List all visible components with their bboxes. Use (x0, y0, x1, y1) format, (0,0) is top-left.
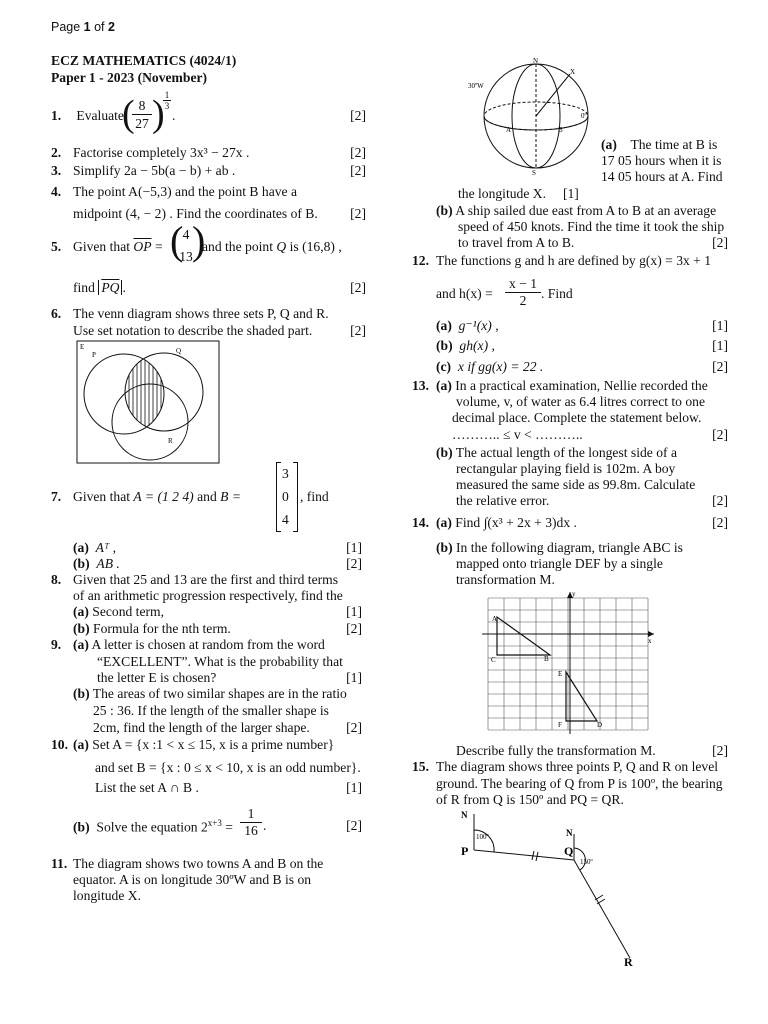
q9b-line2: 25 : 36. If the length of the smaller shape is (93, 703, 329, 718)
q12a-marks: [1] (712, 318, 728, 333)
q15-line3: of R from Q is 150º and PQ = QR. (436, 792, 624, 807)
q10b-marks: [2] (346, 818, 362, 833)
q9a-line2: “EXCELLENT”. What is the probability that (97, 654, 343, 669)
grid-label-x: x (648, 637, 652, 645)
q2-marks: [2] (350, 145, 366, 160)
q11-part-a: (a) The time at B is (601, 137, 718, 152)
paper-subtitle: Paper 1 - 2023 (November) (51, 70, 208, 85)
globe-diagram (466, 58, 602, 178)
question-7-find: , find (300, 489, 329, 504)
question-5: 5. Given that $\overline{OP}$ = (51, 239, 163, 254)
q13-part-b: (b) The actual length of the longest side of a (436, 445, 677, 460)
line-qr (574, 860, 630, 958)
q12b-marks: [1] (712, 338, 728, 353)
bearing-label-n-q: N (566, 828, 573, 838)
globe-label-n: N (533, 58, 539, 65)
grid-label-a: A (492, 615, 498, 623)
question-10: 10. (a) Set A = {x :1 < x ≤ 15, x is a prime number} (51, 737, 335, 752)
grid-label-d: D (597, 721, 603, 729)
question-4-line2: midpoint (4, − 2) . Find the coordinates of B. (73, 206, 318, 221)
bearing-label-n-p: N (461, 810, 468, 820)
q10a-line3: List the set A ∩ B . (95, 780, 199, 795)
triangle-abc (497, 617, 550, 655)
bearing-label-q: Q (564, 844, 574, 858)
question-4: 4. The point A(−5,3) and the point B have a (51, 184, 297, 199)
q10a-marks: [1] (346, 780, 362, 795)
grid-label-y: y (572, 590, 576, 598)
question-1: 1. Evaluate (51, 108, 124, 123)
q12-h-def: and h(x) = (436, 286, 493, 301)
paper-title: ECZ MATHEMATICS (4024/1) (51, 53, 237, 68)
q12-h-fraction: x − 1 2 (505, 276, 541, 310)
q1-expression: ( 8 27 ) 1 3 . (122, 90, 176, 135)
grid-label-b: B (544, 655, 549, 663)
q14b-marks: [2] (712, 743, 728, 758)
bearing-label-150: 150º (580, 858, 593, 866)
q9a-marks: [1] (346, 670, 362, 685)
question-8: 8. Given that 25 and 13 are the first and third terms (51, 572, 339, 587)
q5-marks: [2] (350, 280, 366, 295)
q11a-line2: 17 05 hours when it is (601, 153, 722, 168)
q11b-line2: speed of 450 knots. Find the time it took the ship (458, 219, 725, 234)
grid-label-f: F (558, 721, 562, 729)
transformation-grid (478, 588, 660, 736)
question-7: 7. Given that A = (1 2 4) and B = (51, 489, 242, 504)
q13a-line3: decimal place. Complete the statement below. (452, 410, 702, 425)
q13b-line3: measured the same side as 99.8m. Calculate (456, 477, 696, 492)
triangle-def (566, 672, 597, 721)
q12-find: . Find (541, 286, 573, 301)
q9a-line3: the letter E is chosen? (97, 670, 217, 685)
question-2: 2. Factorise completely 3x³ − 27x . (51, 145, 250, 160)
q8a-marks: [1] (346, 604, 362, 619)
q14b-describe: Describe fully the transformation M. (456, 743, 656, 758)
q10a-line2: and set B = {x : 0 ≤ x < 10, x is an odd number}. (95, 760, 361, 775)
op-vector: ( 4 13 ) (170, 218, 206, 264)
q15-line2: ground. The bearing of Q from P is 100º, the bearing (436, 776, 723, 791)
q3-marks: [2] (350, 163, 366, 178)
q13a-marks: [2] (712, 427, 728, 442)
q11-line2: equator. A is on longitude 30ºW and B is on (73, 872, 312, 887)
globe-label-s: S (532, 169, 536, 177)
question-9: 9. (a) A letter is chosen at random from the word (51, 637, 325, 652)
q8-part-b: (b) Formula for the nth term. (73, 621, 231, 636)
q8b-marks: [2] (346, 621, 362, 636)
q13a-line4: ……….. ≤ v < ……….. (452, 427, 583, 442)
question-11: 11. The diagram shows two towns A and B on the (51, 856, 324, 871)
question-5-find: find $\overline{PQ}$ . (73, 280, 126, 295)
globe-label-x: X (570, 68, 576, 76)
label-p: P (92, 351, 96, 359)
question-14: 14. (a) Find ∫(x³ + 2x + 3)dx . (412, 515, 577, 530)
q9-part-b: (b) The areas of two similar shapes are in the ratio (73, 686, 347, 701)
q10-part-b: (b) Solve the equation $2^{x+3}$ = (73, 818, 233, 835)
bearing-diagram (458, 806, 648, 970)
globe-label-a: A (506, 126, 512, 134)
q12c-marks: [2] (712, 359, 728, 374)
grid-label-c: C (491, 656, 496, 664)
q13a-line2: volume, v, of water as 6.4 litres correct to one (456, 394, 706, 409)
q9b-marks: [2] (346, 720, 362, 735)
q13b-marks: [2] (712, 493, 728, 508)
q6-marks: [2] (350, 323, 366, 338)
q14a-marks: [2] (712, 515, 728, 530)
q8-part-a: (a) Second term, (73, 604, 164, 619)
label-q: Q (176, 347, 182, 355)
page-indicator: Page 1 of 2 (51, 20, 115, 34)
q11-line3: longitude X. (73, 888, 141, 903)
question-13: 13. (a) In a practical examination, Nellie recorded the (412, 378, 708, 393)
q4-marks: [2] (350, 206, 366, 221)
grid-label-e: E (558, 670, 563, 678)
bearing-label-r: R (624, 955, 633, 969)
q11b-line3: to travel from A to B. (458, 235, 575, 250)
bearing-label-100: 100º (476, 833, 489, 841)
q7-part-b: (b) AB . (73, 556, 120, 571)
b-column-vector: 3 0 4 (276, 462, 298, 532)
label-r: R (168, 437, 173, 445)
q12-part-c: (c) x if gg(x) = 22 . (436, 359, 544, 374)
line-pq (474, 850, 574, 860)
q13b-line4: the relative error. (456, 493, 550, 508)
q1-marks: [2] (350, 108, 366, 123)
q7-part-a: (a) Aᵀ , (73, 540, 117, 555)
q14-part-b: (b) In the following diagram, triangle ABC is (436, 540, 683, 555)
question-12: 12. The functions g and h are defined by g(x) = 3x + 1 (412, 253, 712, 268)
q14b-line3: transformation M. (456, 572, 555, 587)
q11b-marks: [2] (712, 235, 728, 250)
q11a-line3: 14 05 hours at A. Find (601, 169, 723, 184)
question-3: 3. Simplify 2a − 5b(a − b) + ab . (51, 163, 236, 178)
q12-part-a: (a) g⁻¹(x) , (436, 318, 499, 333)
globe-label-b: B (558, 126, 563, 134)
question-6-line2: Use set notation to describe the shaded part. (73, 323, 313, 338)
globe-label-0: 0º (581, 112, 587, 120)
q13b-line2: rectangular playing field is 102m. A boy (456, 461, 676, 476)
q14b-line2: mapped onto triangle DEF by a single (456, 556, 663, 571)
question-5-cont: and the point Q is (16,8) , (202, 239, 342, 254)
q12-part-b: (b) gh(x) , (436, 338, 495, 353)
q11a-line4: the longitude X. [1] (458, 186, 579, 201)
venn-diagram (76, 340, 220, 464)
q10b-tail: . (263, 818, 267, 833)
globe-label-30w: 30ºW (468, 82, 484, 90)
label-e: E (80, 343, 85, 351)
q9b-line3: 2cm, find the length of the larger shape. (93, 720, 310, 735)
q7a-marks: [1] (346, 540, 362, 555)
question-6: 6. The venn diagram shows three sets P, Q and R. (51, 306, 329, 321)
q10b-fraction: 1 16 (240, 806, 262, 840)
question-15: 15. The diagram shows three points P, Q and R on level (412, 759, 719, 774)
q7b-marks: [2] (346, 556, 362, 571)
q11-part-b: (b) A ship sailed due east from A to B at an average (436, 203, 717, 218)
question-8-line2: of an arithmetic progression respectively, find the (73, 588, 343, 603)
bearing-label-p: P (461, 844, 469, 858)
